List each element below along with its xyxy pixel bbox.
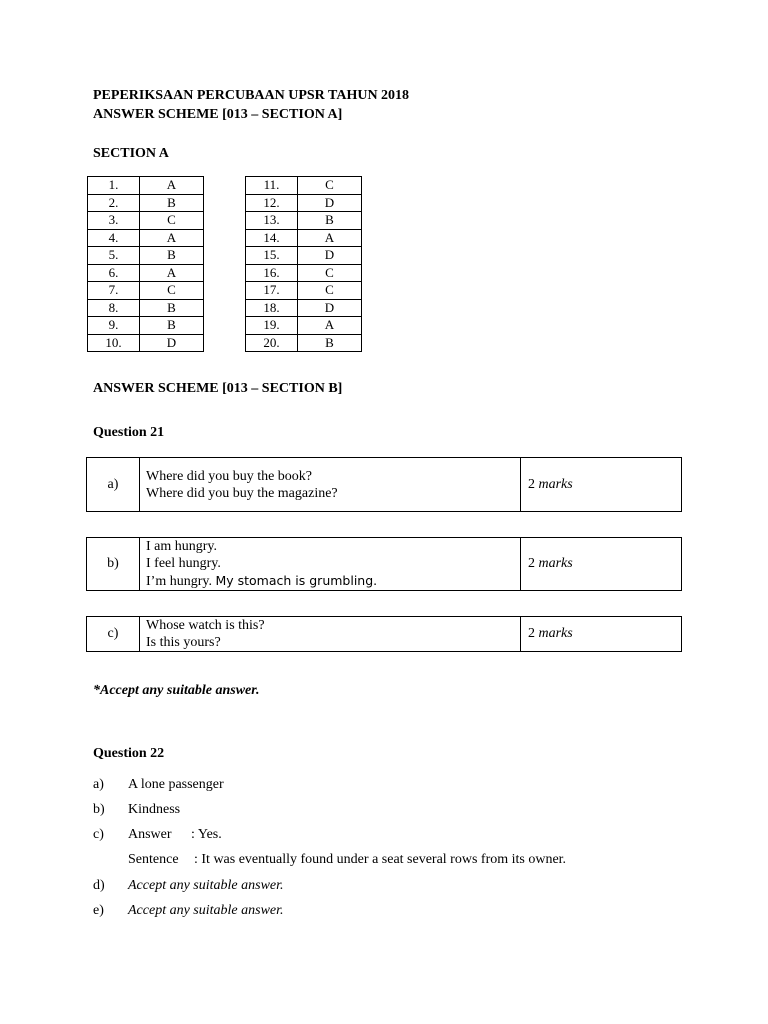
q21-a-line: Where did you buy the book? — [146, 468, 313, 484]
answer-letter: C — [298, 264, 362, 282]
question-number: 9. — [88, 317, 140, 335]
answer-row — [246, 334, 362, 352]
q21-b-line: I am hungry. — [146, 539, 218, 554]
answer-letter: C — [140, 282, 204, 300]
answer-row — [88, 334, 204, 352]
marks-number: 2 — [528, 626, 535, 641]
answer-row — [246, 229, 362, 247]
q22-c-sentence-key: Sentence — [128, 852, 179, 867]
q21-b-line: I feel hungry. — [146, 556, 221, 571]
question-number: 7. — [88, 282, 140, 300]
answer-letter: A — [140, 264, 204, 282]
answer-letter: B — [298, 334, 362, 352]
q21-b-line-part: My stomach is grumbling. — [215, 573, 378, 588]
answer-letter: A — [140, 229, 204, 247]
answer-row — [246, 264, 362, 282]
answer-row — [246, 194, 362, 212]
q21-b-line — [146, 572, 514, 590]
answer-row — [88, 194, 204, 212]
answer-letter: D — [298, 247, 362, 265]
question-number: 18. — [246, 299, 298, 317]
answer-row — [246, 299, 362, 317]
q21-c-line: Is this yours? — [146, 635, 221, 650]
answer-row — [88, 177, 204, 195]
question-number: 11. — [246, 177, 298, 195]
answer-letter: B — [140, 247, 204, 265]
q21-c-answers — [140, 617, 521, 652]
q22-c-answer-value: : Yes. — [191, 827, 222, 842]
q21-c-table — [86, 616, 682, 652]
question-number: 4. — [88, 229, 140, 247]
q22-a-label: a) — [93, 777, 104, 792]
question-number: 12. — [246, 194, 298, 212]
q21-a-answers — [140, 458, 521, 512]
q22-b-label: b) — [93, 802, 105, 817]
q22-a-text: A lone passenger — [128, 777, 224, 792]
q21-a-table — [86, 457, 682, 512]
q21-a-line: Where did you buy the magazine? — [146, 485, 338, 501]
q22-d-text: Accept any suitable answer. — [128, 878, 284, 893]
q22-b-text: Kindness — [128, 802, 181, 817]
answer-row — [246, 212, 362, 230]
answer-row — [88, 299, 204, 317]
q21-c-line: Whose watch is this? — [146, 618, 265, 633]
answer-letter: C — [298, 177, 362, 195]
question-number: 13. — [246, 212, 298, 230]
q22-d-label: d) — [93, 878, 105, 893]
question-number: 2. — [88, 194, 140, 212]
question-number: 5. — [88, 247, 140, 265]
answer-scheme-b-heading: ANSWER SCHEME [013 – SECTION B] — [93, 381, 343, 396]
answer-letter: A — [298, 229, 362, 247]
answer-letter: D — [140, 334, 204, 352]
answer-letter: A — [140, 177, 204, 195]
question-number: 14. — [246, 229, 298, 247]
question-number: 20. — [246, 334, 298, 352]
section-a-heading: SECTION A — [93, 146, 169, 161]
answer-row — [88, 282, 204, 300]
question-21-title: Question 21 — [93, 425, 165, 440]
section-a-table-left — [87, 176, 204, 352]
page-title: PEPERIKSAAN PERCUBAAN UPSR TAHUN 2018 — [93, 88, 410, 103]
answer-letter: C — [298, 282, 362, 300]
q21-a-marks — [521, 458, 682, 512]
answer-row — [246, 247, 362, 265]
q22-c-answer-key: Answer — [128, 827, 172, 842]
marks-number: 2 — [528, 476, 535, 492]
answer-letter: D — [298, 194, 362, 212]
question-number: 15. — [246, 247, 298, 265]
marks-number: 2 — [528, 556, 535, 571]
answer-row — [88, 247, 204, 265]
answer-row — [246, 282, 362, 300]
q21-b-line-part: I’m hungry. — [146, 574, 212, 589]
answer-letter: B — [140, 299, 204, 317]
answer-row — [88, 264, 204, 282]
q22-c-label: c) — [93, 827, 104, 842]
q21-c-label: c) — [87, 617, 140, 652]
answer-letter: A — [298, 317, 362, 335]
q21-b-table — [86, 537, 682, 591]
q22-e-text: Accept any suitable answer. — [128, 903, 284, 918]
question-number: 3. — [88, 212, 140, 230]
answer-scheme-a-heading: ANSWER SCHEME [013 – SECTION A] — [93, 107, 343, 122]
marks-word: marks — [538, 556, 573, 571]
question-number: 1. — [88, 177, 140, 195]
answer-row — [246, 177, 362, 195]
answer-row — [88, 229, 204, 247]
q21-c-marks — [521, 617, 682, 652]
section-a-table-right — [245, 176, 362, 352]
marks-word: marks — [538, 476, 573, 492]
marks-word: marks — [538, 626, 573, 641]
answer-letter: B — [298, 212, 362, 230]
answer-letter: B — [140, 194, 204, 212]
question-number: 16. — [246, 264, 298, 282]
question-number: 6. — [88, 264, 140, 282]
answer-row — [88, 212, 204, 230]
answer-row — [246, 317, 362, 335]
question-number: 17. — [246, 282, 298, 300]
q21-b-marks — [521, 538, 682, 591]
answer-letter: B — [140, 317, 204, 335]
q21-b-answers — [140, 538, 521, 591]
question-number: 19. — [246, 317, 298, 335]
q21-a-label: a) — [87, 458, 140, 512]
accept-any-note: *Accept any suitable answer. — [93, 683, 260, 698]
q21-b-label: b) — [87, 538, 140, 591]
answer-letter: C — [140, 212, 204, 230]
answer-row — [88, 317, 204, 335]
question-number: 8. — [88, 299, 140, 317]
answer-letter: D — [298, 299, 362, 317]
q22-c-sentence-value: : It was eventually found under a seat several rows from its owner. — [194, 852, 567, 867]
question-22-title: Question 22 — [93, 746, 165, 761]
q22-e-label: e) — [93, 903, 104, 918]
question-number: 10. — [88, 334, 140, 352]
